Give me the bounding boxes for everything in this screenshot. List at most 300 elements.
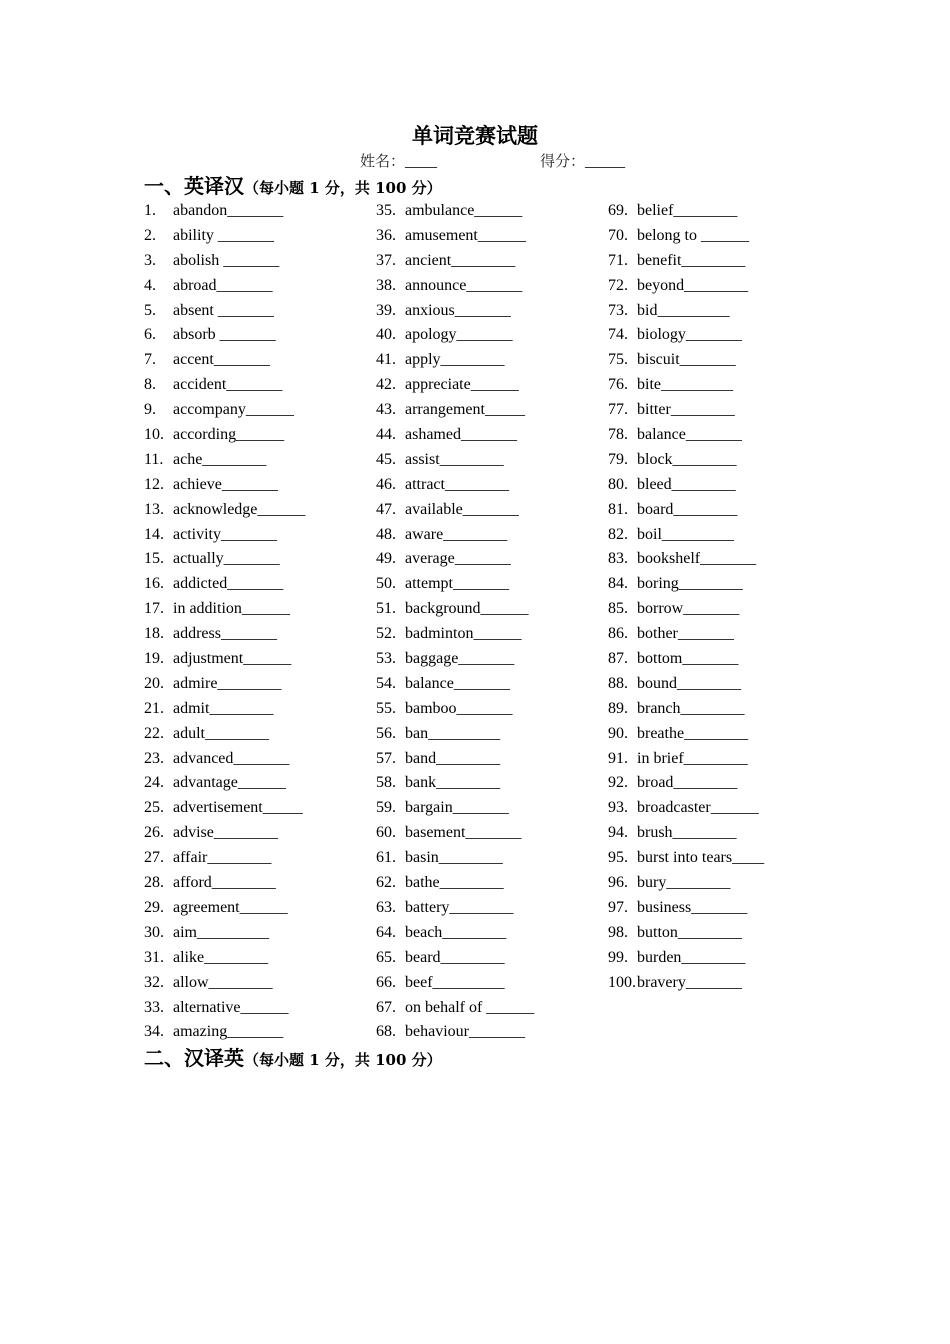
item-number: 43. <box>376 401 396 419</box>
word-item <box>144 498 305 523</box>
item-word-blank[interactable]: balance_______ <box>405 674 510 692</box>
item-number: 68. <box>376 1023 396 1041</box>
item-word-blank[interactable]: belief________ <box>637 202 738 219</box>
item-number: 8. <box>144 376 156 394</box>
item-word-blank[interactable]: ancient________ <box>405 251 516 269</box>
word-item <box>144 572 305 597</box>
item-word-blank[interactable]: attempt_______ <box>405 575 509 593</box>
word-column-3 <box>608 199 764 996</box>
item-word-blank[interactable]: borrow_______ <box>637 600 740 618</box>
word-item <box>608 199 764 224</box>
item-number: 34. <box>144 1023 164 1041</box>
item-word-blank[interactable]: arrangement_____ <box>405 401 525 419</box>
item-number: 19. <box>144 650 164 668</box>
word-item <box>376 547 534 572</box>
item-word-blank[interactable]: badminton______ <box>405 625 522 643</box>
item-word-blank[interactable]: broad________ <box>637 774 738 792</box>
item-number: 37. <box>376 251 396 269</box>
item-word-blank[interactable]: actually_______ <box>173 550 280 568</box>
word-item <box>608 821 764 846</box>
item-number: 56. <box>376 724 396 742</box>
item-word-blank[interactable]: alike________ <box>173 948 269 966</box>
item-word-blank[interactable]: anxious_______ <box>405 301 511 319</box>
item-word-blank[interactable]: bid_________ <box>637 301 730 319</box>
item-number: 69. <box>608 202 628 219</box>
item-number: 59. <box>376 799 396 817</box>
item-number: 61. <box>376 849 396 867</box>
item-number: 90. <box>608 724 628 742</box>
item-word-blank[interactable]: abolish _______ <box>173 251 280 269</box>
item-word-blank[interactable]: ability _______ <box>173 226 274 244</box>
word-item <box>608 249 764 274</box>
item-number: 40. <box>376 326 396 344</box>
word-item <box>376 274 534 299</box>
item-word-blank[interactable]: addicted_______ <box>173 575 284 593</box>
item-word-blank[interactable]: business_______ <box>637 898 748 916</box>
item-word-blank[interactable]: beef_________ <box>405 973 505 991</box>
item-word-blank[interactable]: ashamed_______ <box>405 426 517 444</box>
item-word-blank[interactable]: admire________ <box>173 674 282 692</box>
item-word-blank[interactable]: abandon_______ <box>173 202 284 219</box>
item-number: 82. <box>608 525 628 543</box>
item-number: 84. <box>608 575 628 593</box>
word-item <box>608 398 764 423</box>
item-word-blank[interactable]: apply________ <box>405 351 505 369</box>
word-item <box>144 821 305 846</box>
item-word-blank[interactable]: bank________ <box>405 774 501 792</box>
word-item <box>608 946 764 971</box>
word-item <box>144 448 305 473</box>
item-word-blank[interactable]: bleed________ <box>637 475 736 493</box>
item-word-blank[interactable]: accident_______ <box>173 376 283 394</box>
item-number: 99. <box>608 948 628 966</box>
item-word-blank[interactable]: accompany______ <box>173 401 294 419</box>
item-word-blank[interactable]: bamboo_______ <box>405 699 513 717</box>
item-word-blank[interactable]: adjustment______ <box>173 650 292 668</box>
word-item <box>144 523 305 548</box>
item-word-blank[interactable]: advertisement_____ <box>173 799 303 817</box>
item-number: 65. <box>376 948 396 966</box>
word-item <box>144 348 305 373</box>
item-number: 17. <box>144 600 164 618</box>
item-word-blank[interactable]: abroad_______ <box>173 276 273 294</box>
item-number: 20. <box>144 674 164 692</box>
section-1-heading <box>144 173 442 201</box>
item-word-blank[interactable]: address_______ <box>173 625 277 643</box>
word-item <box>144 224 305 249</box>
word-item <box>144 1020 305 1045</box>
item-word-blank[interactable]: brush________ <box>637 824 737 842</box>
word-item <box>144 971 305 996</box>
item-number: 14. <box>144 525 164 543</box>
word-item <box>376 672 534 697</box>
item-number: 28. <box>144 874 164 892</box>
item-word-blank[interactable]: burden________ <box>637 948 746 966</box>
item-number: 73. <box>608 301 628 319</box>
item-number: 53. <box>376 650 396 668</box>
section-2-title: 二、汉译英 <box>144 1046 244 1070</box>
word-item <box>608 622 764 647</box>
word-item <box>144 473 305 498</box>
item-number: 60. <box>376 824 396 842</box>
item-word-blank[interactable]: accent_______ <box>173 351 270 369</box>
item-word-blank[interactable]: aim_________ <box>173 923 269 941</box>
word-item <box>376 622 534 647</box>
item-number: 22. <box>144 724 164 742</box>
item-word-blank[interactable]: beard________ <box>405 948 505 966</box>
word-item <box>144 299 305 324</box>
word-item <box>144 996 305 1021</box>
item-word-blank[interactable]: attract________ <box>405 475 509 493</box>
word-item <box>144 274 305 299</box>
item-word-blank[interactable]: on behalf of ______ <box>405 998 535 1016</box>
item-number: 15. <box>144 550 164 568</box>
item-word-blank[interactable]: advanced_______ <box>173 749 290 767</box>
item-number: 72. <box>608 276 628 294</box>
item-word-blank[interactable]: baggage_______ <box>405 650 515 668</box>
word-item <box>376 647 534 672</box>
word-item <box>608 697 764 722</box>
item-word-blank[interactable]: bother_______ <box>637 625 734 643</box>
word-item <box>144 796 305 821</box>
word-item <box>144 199 305 224</box>
item-number: 87. <box>608 650 628 668</box>
item-number: 74. <box>608 326 628 344</box>
item-number: 12. <box>144 475 164 493</box>
word-item <box>608 473 764 498</box>
item-word-blank[interactable]: affair________ <box>173 849 272 867</box>
word-item <box>608 323 764 348</box>
item-number: 79. <box>608 450 628 468</box>
item-number: 78. <box>608 426 628 444</box>
item-number: 29. <box>144 898 164 916</box>
item-number: 89. <box>608 699 628 717</box>
word-item <box>376 373 534 398</box>
word-item <box>144 323 305 348</box>
item-number: 11. <box>144 450 164 468</box>
word-item <box>376 473 534 498</box>
word-item <box>144 921 305 946</box>
item-number: 13. <box>144 500 164 518</box>
item-number: 76. <box>608 376 628 394</box>
item-word-blank[interactable]: bargain_______ <box>405 799 509 817</box>
item-word-blank[interactable]: ache________ <box>173 450 267 468</box>
item-word-blank[interactable]: belong to ______ <box>637 226 749 244</box>
word-item <box>608 846 764 871</box>
item-word-blank[interactable]: beach________ <box>405 923 507 941</box>
item-word-blank[interactable]: bury________ <box>637 874 731 892</box>
item-word-blank[interactable]: appreciate______ <box>405 376 519 394</box>
word-item <box>376 771 534 796</box>
item-number: 54. <box>376 674 396 692</box>
item-word-blank[interactable]: apology_______ <box>405 326 513 344</box>
item-number: 32. <box>144 973 164 991</box>
item-word-blank[interactable]: boil_________ <box>637 525 734 543</box>
word-item <box>376 448 534 473</box>
item-number: 21. <box>144 699 164 717</box>
word-item <box>608 971 764 996</box>
item-number: 75. <box>608 351 628 369</box>
word-item <box>376 796 534 821</box>
word-item <box>376 224 534 249</box>
item-number: 86. <box>608 625 628 643</box>
item-word-blank[interactable]: benefit________ <box>637 251 746 269</box>
word-item <box>608 672 764 697</box>
word-item <box>376 523 534 548</box>
word-item <box>144 423 305 448</box>
word-item <box>608 448 764 473</box>
word-item <box>376 946 534 971</box>
word-item <box>608 647 764 672</box>
item-word-blank[interactable]: ambulance______ <box>405 202 523 219</box>
item-word-blank[interactable]: allow________ <box>173 973 273 991</box>
item-number: 100. <box>608 973 636 991</box>
item-word-blank[interactable]: battery________ <box>405 898 514 916</box>
word-item <box>144 846 305 871</box>
item-number: 35. <box>376 202 396 219</box>
word-item <box>376 821 534 846</box>
item-word-blank[interactable]: balance_______ <box>637 426 742 444</box>
word-item <box>144 722 305 747</box>
word-item <box>144 373 305 398</box>
item-number: 77. <box>608 401 628 419</box>
name-blank[interactable]: ____ <box>405 153 438 170</box>
section-2-note: （每小题 1 分，共 100 分） <box>244 1051 442 1069</box>
word-item <box>608 722 764 747</box>
section-1-title: 一、英译汉 <box>144 174 244 198</box>
item-number: 71. <box>608 251 628 269</box>
word-item <box>376 597 534 622</box>
word-item <box>376 498 534 523</box>
item-word-blank[interactable]: average_______ <box>405 550 511 568</box>
item-word-blank[interactable]: boring________ <box>637 575 743 593</box>
word-item <box>608 423 764 448</box>
word-item <box>376 348 534 373</box>
item-word-blank[interactable]: breathe________ <box>637 724 749 742</box>
item-number: 26. <box>144 824 164 842</box>
item-number: 4. <box>144 276 156 294</box>
item-number: 27. <box>144 849 164 867</box>
item-number: 98. <box>608 923 628 941</box>
item-number: 44. <box>376 426 396 444</box>
item-word-blank[interactable]: amazing_______ <box>173 1023 284 1041</box>
word-item <box>376 423 534 448</box>
word-item <box>608 796 764 821</box>
item-word-blank[interactable]: amusement______ <box>405 226 526 244</box>
item-number: 7. <box>144 351 156 369</box>
word-item <box>608 224 764 249</box>
word-item <box>376 199 534 224</box>
word-item <box>144 622 305 647</box>
word-item <box>608 771 764 796</box>
word-item <box>608 274 764 299</box>
item-word-blank[interactable]: background______ <box>405 600 529 618</box>
item-number: 85. <box>608 600 628 618</box>
item-number: 62. <box>376 874 396 892</box>
word-item <box>608 547 764 572</box>
item-number: 66. <box>376 973 396 991</box>
item-number: 81. <box>608 500 628 518</box>
item-number: 95. <box>608 849 628 867</box>
item-word-blank[interactable]: admit________ <box>173 699 274 717</box>
item-word-blank[interactable]: bite_________ <box>637 376 733 394</box>
name-label: 姓名： <box>360 152 406 170</box>
word-item <box>144 547 305 572</box>
item-word-blank[interactable]: block________ <box>637 450 737 468</box>
page-title: 单词竞赛试题 <box>412 123 538 148</box>
word-item <box>608 299 764 324</box>
item-number: 58. <box>376 774 396 792</box>
word-item <box>144 771 305 796</box>
name-field <box>360 150 437 173</box>
item-number: 49. <box>376 550 396 568</box>
item-number: 70. <box>608 226 628 244</box>
item-word-blank[interactable]: bravery_______ <box>637 973 742 991</box>
item-number: 2. <box>144 226 156 244</box>
word-item <box>608 523 764 548</box>
item-word-blank[interactable]: assist________ <box>405 450 504 468</box>
word-item <box>376 572 534 597</box>
item-word-blank[interactable]: bathe________ <box>405 874 504 892</box>
score-blank[interactable]: _____ <box>585 153 626 170</box>
item-word-blank[interactable]: available_______ <box>405 500 519 518</box>
item-word-blank[interactable]: achieve_______ <box>173 475 278 493</box>
item-number: 9. <box>144 401 156 419</box>
item-number: 96. <box>608 874 628 892</box>
item-word-blank[interactable]: basin________ <box>405 849 503 867</box>
item-word-blank[interactable]: alternative______ <box>173 998 289 1016</box>
word-item <box>608 348 764 373</box>
item-word-blank[interactable]: broadcaster______ <box>637 799 759 817</box>
item-word-blank[interactable]: absorb _______ <box>173 326 276 344</box>
word-item <box>376 921 534 946</box>
item-number: 41. <box>376 351 396 369</box>
word-item <box>376 896 534 921</box>
word-item <box>608 572 764 597</box>
word-item <box>376 871 534 896</box>
item-number: 92. <box>608 774 628 792</box>
word-column-2 <box>376 199 534 1045</box>
word-item <box>376 249 534 274</box>
item-word-blank[interactable]: announce_______ <box>405 276 523 294</box>
item-word-blank[interactable]: branch________ <box>637 699 745 717</box>
item-word-blank[interactable]: adult________ <box>173 724 269 742</box>
item-word-blank[interactable]: behaviour_______ <box>405 1023 525 1041</box>
item-word-blank[interactable]: acknowledge______ <box>173 500 306 518</box>
item-number: 67. <box>376 998 396 1016</box>
item-number: 80. <box>608 475 628 493</box>
item-word-blank[interactable]: band________ <box>405 749 501 767</box>
item-word-blank[interactable]: bottom_______ <box>637 650 739 668</box>
item-number: 47. <box>376 500 396 518</box>
item-word-blank[interactable]: in brief________ <box>637 749 748 767</box>
word-item <box>144 672 305 697</box>
word-item <box>376 722 534 747</box>
item-number: 48. <box>376 525 396 543</box>
item-word-blank[interactable]: advantage______ <box>173 774 286 792</box>
item-number: 52. <box>376 625 396 643</box>
item-word-blank[interactable]: advise________ <box>173 824 278 842</box>
word-item <box>376 971 534 996</box>
item-word-blank[interactable]: bitter________ <box>637 401 735 419</box>
item-word-blank[interactable]: bookshelf_______ <box>637 550 757 568</box>
word-item <box>144 946 305 971</box>
word-item <box>144 597 305 622</box>
item-word-blank[interactable]: bound________ <box>637 674 741 692</box>
item-number: 31. <box>144 948 164 966</box>
item-number: 33. <box>144 998 164 1016</box>
item-number: 57. <box>376 749 396 767</box>
item-number: 38. <box>376 276 396 294</box>
item-number: 88. <box>608 674 628 692</box>
item-word-blank[interactable]: beyond________ <box>637 276 749 294</box>
item-number: 16. <box>144 575 164 593</box>
item-word-blank[interactable]: activity_______ <box>173 525 277 543</box>
item-number: 45. <box>376 450 396 468</box>
item-number: 1. <box>144 202 156 219</box>
item-word-blank[interactable]: aware________ <box>405 525 508 543</box>
item-number: 63. <box>376 898 396 916</box>
item-number: 6. <box>144 326 156 344</box>
word-item <box>376 398 534 423</box>
item-word-blank[interactable]: agreement______ <box>173 898 288 916</box>
word-item <box>608 597 764 622</box>
item-number: 91. <box>608 749 628 767</box>
item-number: 30. <box>144 923 164 941</box>
item-number: 39. <box>376 301 396 319</box>
item-number: 64. <box>376 923 396 941</box>
item-number: 42. <box>376 376 396 394</box>
item-word-blank[interactable]: board________ <box>637 500 738 518</box>
section-2-heading <box>144 1045 442 1073</box>
item-number: 55. <box>376 699 396 717</box>
item-word-blank[interactable]: button________ <box>637 923 742 941</box>
word-item <box>376 299 534 324</box>
word-item <box>608 373 764 398</box>
item-word-blank[interactable]: in addition______ <box>173 600 290 618</box>
word-item <box>144 647 305 672</box>
item-word-blank[interactable]: ban_________ <box>405 724 501 742</box>
item-number: 93. <box>608 799 628 817</box>
word-item <box>376 323 534 348</box>
item-number: 51. <box>376 600 396 618</box>
item-word-blank[interactable]: absent _______ <box>173 301 274 319</box>
word-item <box>608 921 764 946</box>
item-word-blank[interactable]: according______ <box>173 426 285 444</box>
word-item <box>608 871 764 896</box>
item-number: 24. <box>144 774 164 792</box>
item-number: 23. <box>144 749 164 767</box>
word-item <box>376 846 534 871</box>
item-word-blank[interactable]: biscuit_______ <box>637 351 736 369</box>
item-word-blank[interactable]: biology_______ <box>637 326 742 344</box>
item-word-blank[interactable]: afford________ <box>173 874 276 892</box>
item-number: 94. <box>608 824 628 842</box>
item-number: 5. <box>144 301 156 319</box>
item-number: 83. <box>608 550 628 568</box>
item-word-blank[interactable]: burst into tears____ <box>637 849 765 867</box>
word-item <box>144 871 305 896</box>
word-item <box>144 896 305 921</box>
word-item <box>144 249 305 274</box>
item-number: 46. <box>376 475 396 493</box>
word-item <box>608 896 764 921</box>
section-1-note: （每小题 1 分，共 100 分） <box>244 179 442 197</box>
word-item <box>608 747 764 772</box>
item-word-blank[interactable]: basement_______ <box>405 824 522 842</box>
item-number: 36. <box>376 226 396 244</box>
item-number: 50. <box>376 575 396 593</box>
